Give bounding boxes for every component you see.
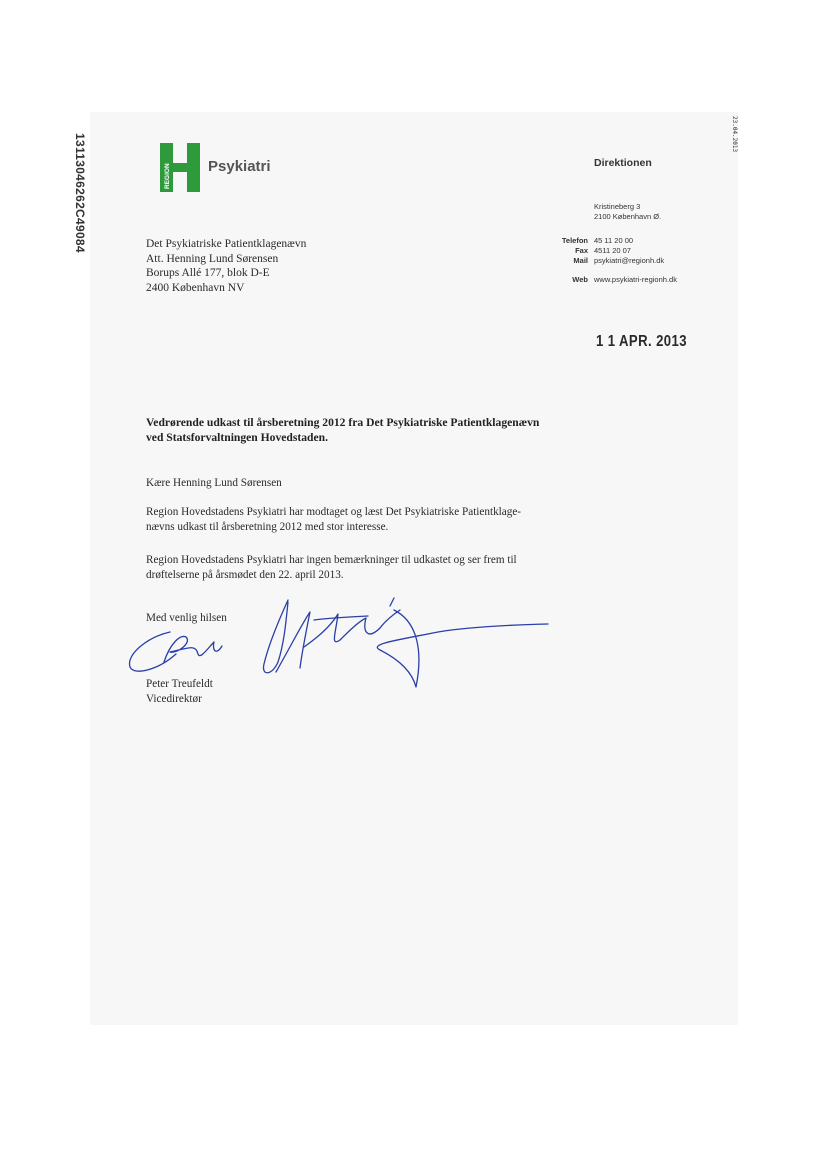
contact-value: psykiatri@regionh.dk [594,256,665,265]
contact-value: 4511 20 07 [594,246,631,255]
margin-code: 13113046262C49084 [73,133,87,253]
contact-label: Web [572,275,588,284]
contact-row-telefon [540,236,677,246]
contact-label: Mail [573,256,588,265]
paragraph-2 [146,553,586,583]
received-stamp: 23.04.2013 [731,116,738,153]
region-h-logo [160,143,200,192]
sender-address [594,202,661,222]
date-stamp: 1 1 APR. 2013 [596,333,687,350]
contact-row-fax [540,246,677,256]
recipient-line: 2400 København NV [146,281,245,294]
department-heading: Direktionen [594,157,652,169]
recipient-line: Borups Allé 177, blok D-E [146,267,270,279]
contact-row-mail [540,256,677,266]
logo-badge-text: REGION [164,163,171,189]
subject-line: ved Statsforvaltningen Hovedstaden. [146,431,328,444]
sender-contacts [540,236,677,285]
logo-name: Psykiatri [208,158,271,175]
contact-label: Telefon [561,236,588,245]
salutation: Kære Henning Lund Sørensen [146,477,282,489]
contact-row-web [540,275,677,285]
address-line: Kristineberg 3 [594,202,641,211]
closing: Med venlig hilsen [146,612,227,624]
recipient-line: Det Psykiatriske Patientklagenævn [146,238,307,250]
subject-line: Vedrørende udkast til årsberetning 2012 fra Det Psykiatriske Patientklagenævn [146,416,540,429]
contact-value: 45 11 20 00 [594,236,634,245]
signatory-title: Vicedirektør [146,693,202,705]
paragraph-line: Region Hovedstadens Psykiatri har modtaget og læst Det Psykiatriske Patientklage- [146,506,522,518]
signatory-name: Peter Treufeldt [146,678,213,690]
contact-value: www.psykiatri-regionh.dk [594,275,677,284]
contact-label: Fax [575,246,588,255]
paragraph-line: drøftelserne på årsmødet den 22. april 2013. [146,569,344,581]
letter-subject [146,415,606,445]
recipient-address [146,237,306,295]
paragraph-line: Region Hovedstadens Psykiatri har ingen bemærkninger til udkastet og ser frem til [146,554,517,566]
recipient-line: Att. Henning Lund Sørensen [146,252,279,265]
address-line: 2100 København Ø. [594,212,662,221]
paragraph-1 [146,505,586,535]
paragraph-line: nævns udkast til årsberetning 2012 med stor interesse. [146,521,389,533]
